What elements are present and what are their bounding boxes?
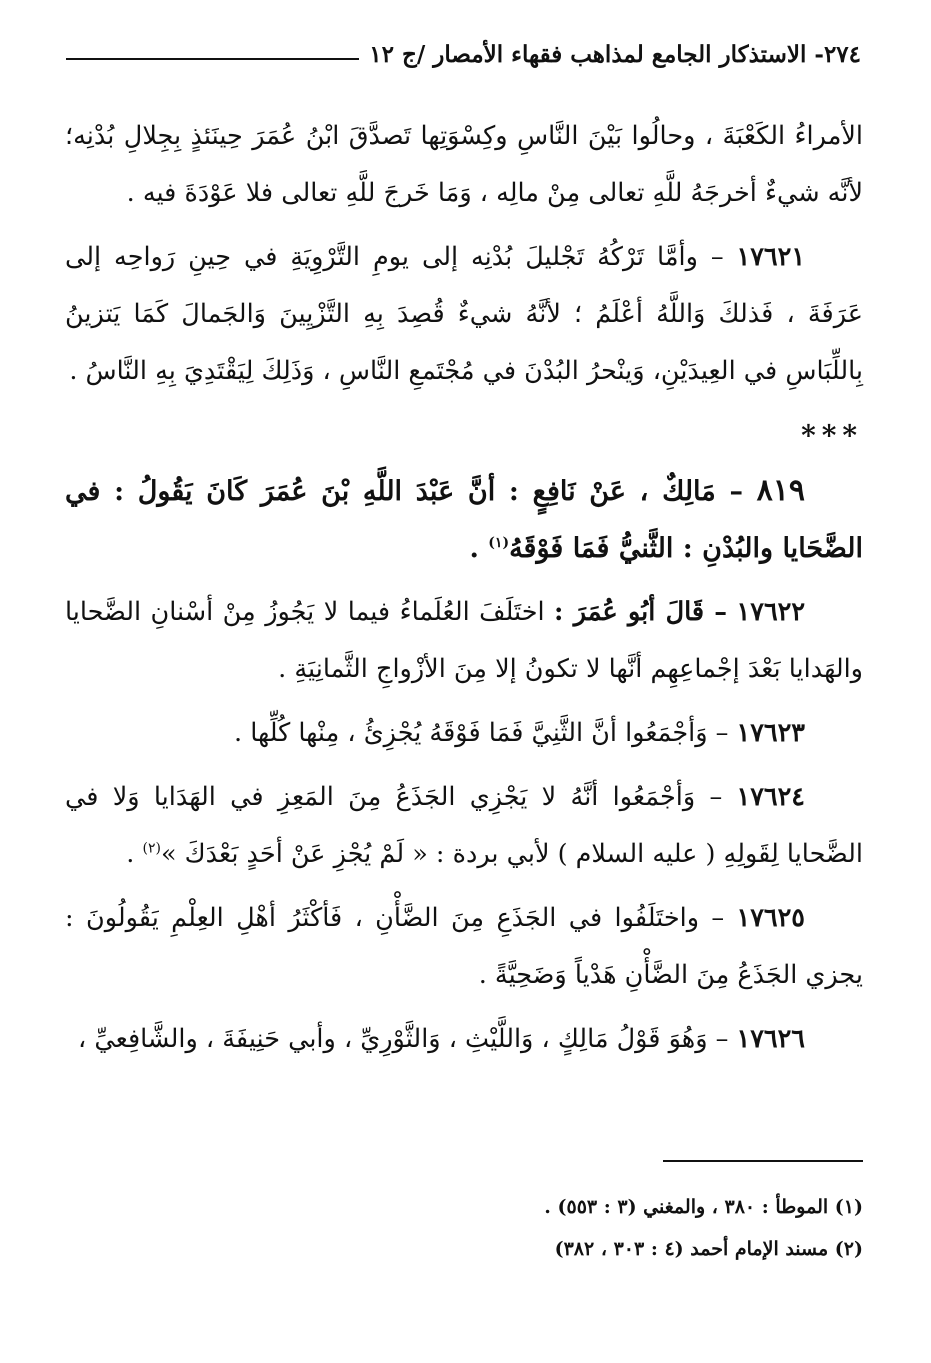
footnote-ref-2[interactable]: (٢) — [142, 840, 161, 857]
paragraph-text: الأمراءُ الكَعْبَةَ ، وحالُوا بَيْنَ النَّاسِ وكِسْوَتِها تَصدَّقَ ابْنُ عُمَرَ حِينَئذٍ بِجِلالِ بُدْنِه؛ لأنَّه شيءٌ أخرجَهُ للَّهِ تعالى مِنْ مالِه ، وَمَا خَرجَ للَّهِ تعالى فلا عَوْدَةَ فيه . — [65, 121, 863, 208]
paragraph-17626 — [65, 1011, 863, 1068]
body-text — [65, 108, 863, 1075]
paragraph-number: ١٧٦٢٢ — [736, 597, 806, 627]
paragraph-17621 — [65, 229, 863, 400]
section-separator: *** — [801, 419, 863, 452]
paragraph-number: ١٧٦٢٤ — [736, 782, 805, 812]
paragraph-text: اختَلَفَ العُلَماءُ فيما لا يَجُوزُ مِنْ أسْنانِ الضَّحايا والهَدايا بَعْدَ إجْماعِهِم أنَّها لا تكونُ إلا مِنَ الأزْواجِ الثَّمانِيَةِ . — [65, 597, 863, 684]
paragraph-text: – وَهُوَ قَوْلُ مَالِكٍ ، وَاللَّيْثِ ، وَالثَّوْرِيِّ ، وأبي حَنِيفَةَ ، والشَّافِعيِّ ، — [78, 1024, 729, 1054]
paragraph-17624 — [65, 769, 863, 883]
paragraph-text: – وَأجْمَعُوا أنَّهُ لا يَجْزِي الجَذَعُ مِنَ المَعِزِ في الهَدَايا وَلا في الضَّحايا لِقَولِهِ ( عليه السلام ) لأبي بردة : « لَمْ يُجْزِ عَنْ أحَدٍ بَعْدَكَ » — [65, 782, 863, 869]
paragraph-text: – واختَلَفُوا في الجَذَعِ مِنَ الضَّأْنِ ، فَأكْثَرُ أهْلِ العِلْمِ يَقُولُونَ : يجزي الجَذَعُ مِنَ الضَّأْنِ هَدْياً وَضَحِيَّةً . — [65, 903, 863, 990]
footnote-ref-1[interactable]: (١) — [488, 535, 510, 551]
paragraph-tail: . — [126, 839, 135, 869]
footnote-rule — [663, 1160, 863, 1162]
paragraph-text: – وأمَّا تَرْكُهُ تَجْليلَ بُدْنِه إلى يومِ التَّرْوِيَةِ في حِينِ رَواحِه إلى عَرَفَةَ ، فَذلكَ وَاللَّهُ أعْلَمُ ؛ لأنَّهُ شيءٌ قُصِدَ بِهِ التَّزْيِينَ وَالجَمالَ كَمَا يَتزينُ بِاللِّبَاسِ في العِيدَيْنِ، وَينْحرُ البُدْنَ في مُجْتَمعِ النَّاسِ ، وَذَلِكَ لِيَقْتَدِيَ بِهِ النَّاسُ . — [65, 242, 863, 386]
speaker-label: – قَالَ أبُو عُمَرَ : — [554, 597, 728, 627]
paragraph-17625 — [65, 890, 863, 1004]
paragraph-continuation — [65, 108, 863, 222]
running-title: ٢٧٤- الاستذكار الجامع لمذاهب فقهاء الأمصار /ج ١٢ — [369, 40, 861, 68]
paragraph-17622 — [65, 584, 863, 698]
paragraph-17623 — [65, 705, 863, 762]
hadith-text: – مَالِكٌ ، عَنْ نَافِعٍ : أنَّ عَبْدَ اللَّهِ بْنَ عُمَرَ كَانَ يَقُولُ : في الضَّحَايا والبُدْنِ : الثَّنيُّ فَمَا فَوْقَهُ — [65, 476, 863, 564]
footnote-1: (١) الموطأ : ٣٨٠ ، والمغني (٣ : ٥٥٣) . — [544, 1196, 863, 1218]
paragraph-text: – وَأجْمَعُوا أنَّ الثَّنِيَّ فَمَا فَوْقَهُ يُجْزِئُ ، مِنْها كُلِّها . — [233, 718, 729, 748]
footnotes — [65, 1186, 863, 1270]
hadith-819 — [65, 462, 863, 577]
running-header — [66, 34, 861, 74]
paragraph-number: ١٧٦٢٥ — [736, 903, 805, 933]
hadith-tail: . — [469, 533, 479, 564]
paragraph-number: ١٧٦٢١ — [736, 242, 806, 272]
footnote-2: (٢) مسند الإمام أحمد (٤ : ٣٠٣ ، ٣٨٢) — [554, 1238, 863, 1260]
paragraph-number: ١٧٦٢٣ — [736, 718, 805, 748]
header-rule — [66, 58, 359, 60]
hadith-number: ٨١٩ — [756, 473, 805, 508]
paragraph-number: ١٧٦٢٦ — [736, 1024, 805, 1054]
